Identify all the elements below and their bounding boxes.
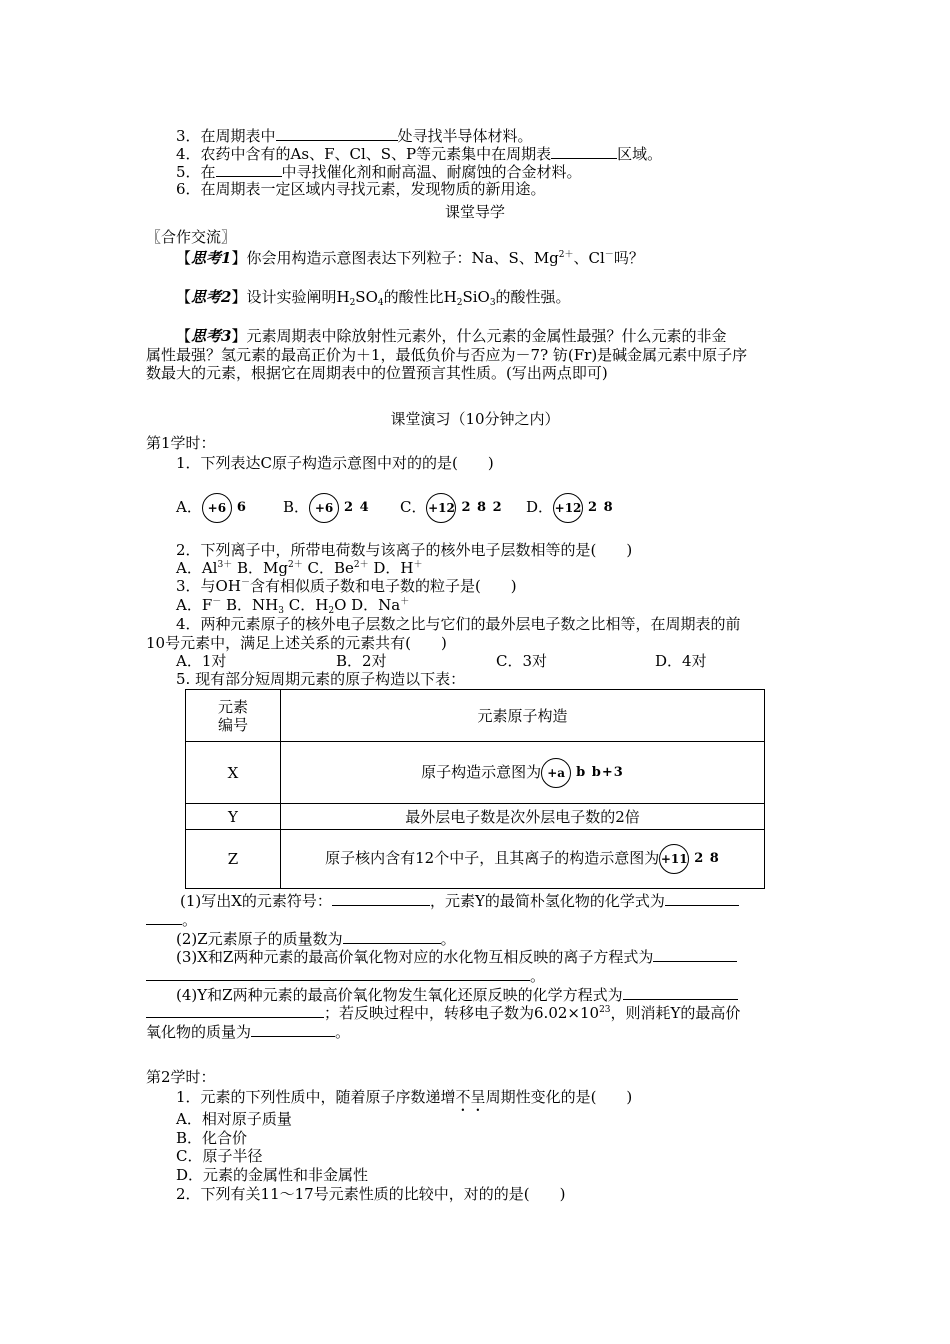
text: 吗？ — [613, 249, 644, 267]
sup: － — [240, 578, 250, 588]
emphasis-text: 不呈 — [455, 1088, 486, 1106]
sup: 2＋ — [287, 560, 303, 570]
table-cell — [281, 742, 765, 804]
sup: － — [604, 250, 614, 260]
option-label: C． — [400, 498, 427, 516]
option-d[interactable]: D．元素的金属性和非金属性 — [176, 1166, 369, 1184]
section-title-guide: 课堂导学 — [444, 203, 505, 221]
nucleus: +11 — [659, 844, 689, 874]
fill-blank[interactable] — [623, 985, 738, 1000]
subquestion-2 — [176, 929, 456, 948]
question-5: 5. 现有部分短周期元素的原子构造以下表： — [176, 670, 466, 688]
subquestion-3 — [176, 947, 737, 966]
sub: 2 — [349, 298, 356, 308]
text: (2)Z元素原子的质量数为 — [176, 930, 343, 948]
table-row — [186, 804, 765, 830]
line-3 — [176, 126, 533, 145]
think-1: 【思考1】你会用构造示意图表达下列粒子：Na、S、$Mg^{2+}$、Cl－吗？ — [176, 249, 644, 267]
option-d[interactable]: D．4对 — [655, 652, 707, 670]
think-label: 思考2 — [191, 288, 232, 306]
option-label: A． — [176, 498, 202, 516]
think-label: 思考3 — [191, 327, 232, 345]
table-row — [186, 742, 765, 804]
sub: 4 — [377, 298, 384, 308]
sup: 3＋ — [217, 560, 233, 570]
text: B．Mg — [232, 559, 288, 577]
text: 原子构造示意图为 — [421, 762, 542, 781]
text: 你会用构造示意图表达下列粒子：Na、S、Mg — [246, 249, 559, 267]
text: 5．在 — [176, 163, 216, 181]
sub: 3 — [278, 606, 284, 616]
shells: 6 — [236, 500, 247, 515]
subquestion-1 — [180, 891, 739, 910]
option-c[interactable]: C．原子半径 — [176, 1147, 263, 1165]
fill-blank[interactable] — [251, 1022, 335, 1037]
session-2-heading: 第2学时： — [146, 1068, 216, 1086]
atom-diagram — [202, 493, 247, 523]
text: (4)Y和Z两种元素的最高价氧化物发生氧化还原反映的化学方程式为 — [176, 986, 623, 1004]
text: 1．元素的下列性质中，随着原子序数递增 — [176, 1088, 456, 1106]
nucleus: +12 — [426, 493, 456, 523]
text: 3．在周期表中 — [176, 127, 276, 145]
question-2: 2．下列离子中，所带电荷数与该离子的核外电子层数相等的是( ) — [176, 541, 633, 559]
text: 。 — [530, 967, 546, 985]
fill-blank[interactable] — [216, 162, 282, 177]
sup: ＋ — [400, 597, 410, 607]
option-label: D． — [526, 498, 554, 516]
text: SO — [355, 288, 378, 306]
text: 中寻找催化剂和耐高温、耐腐蚀的合金材料。 — [281, 163, 582, 181]
fill-blank[interactable] — [276, 126, 398, 141]
line-4 — [176, 144, 662, 163]
shells: 2 8 — [694, 851, 720, 866]
shells: 2 8 2 — [461, 500, 503, 515]
nucleus: +6 — [309, 493, 339, 523]
sup: ＋ — [413, 560, 423, 570]
subquestion-4-cont — [146, 1003, 740, 1022]
fill-blank[interactable] — [332, 891, 430, 906]
text: ；若反映过程中，转移电子数为6.02×10 — [324, 1004, 600, 1022]
nucleus: +a — [541, 758, 571, 788]
table-cell: Y — [186, 804, 281, 830]
text: 处寻找半导体材料。 — [397, 127, 533, 145]
subquestion-3-cont — [146, 966, 545, 985]
sup: － — [212, 597, 222, 607]
option-a[interactable]: A．相对原子质量 — [176, 1110, 292, 1128]
subquestion-1-cont — [146, 910, 197, 929]
question-4-line1: 4．两种元素原子的核外电子层数之比与它们的最外层电子数之比相等，在周期表的前 — [176, 615, 741, 633]
sub: 2 — [456, 298, 463, 308]
think-2: 【思考2】设计实验阐明$H_2SO_4$的酸性比$H_2SiO_3$的酸性强。 — [176, 288, 571, 308]
shells: 2 8 — [588, 500, 614, 515]
option-b[interactable]: B．化合价 — [176, 1129, 248, 1147]
text: 、Cl — [573, 249, 605, 267]
atom-diagram — [426, 493, 502, 523]
think-3-line3: 数最大的元素，根据它在周期表中的位置预言其性质。(写出两点即可) — [146, 364, 608, 382]
text: 含有相似质子数和电子数的粒子是( ) — [249, 577, 517, 595]
text: ，元素Y的最简朴氢化物的化学式为 — [429, 892, 665, 910]
coop-heading: 〖合作交流〗 — [146, 228, 237, 246]
sup: 2＋ — [353, 560, 369, 570]
sup: 2＋ — [558, 250, 574, 260]
text: A．Al — [176, 559, 218, 577]
text: C．Be — [302, 559, 354, 577]
option-d[interactable] — [526, 493, 614, 525]
text: 周期性变化的是( ) — [485, 1088, 633, 1106]
text: 3．与OH — [176, 577, 241, 595]
text: B．NH — [221, 596, 279, 614]
think-label: 思考1 — [191, 249, 232, 267]
text: A．F — [176, 596, 213, 614]
option-c[interactable] — [400, 493, 503, 525]
question-3-options[interactable] — [176, 596, 409, 614]
fill-blank[interactable] — [146, 966, 530, 981]
option-label: B． — [283, 498, 310, 516]
question-4-line2: 10号元素中，满足上述关系的元素共有( ) — [146, 634, 447, 652]
text: 设计实验阐明H — [246, 288, 350, 306]
table-cell: 最外层电子数是次外层电子数的2倍 — [281, 804, 765, 830]
nucleus: +12 — [553, 493, 583, 523]
atom-diagram — [659, 844, 720, 874]
table-row — [186, 830, 765, 889]
session-1-heading: 第1学时： — [146, 434, 216, 452]
text: 。 — [182, 911, 198, 929]
text: SiO — [462, 288, 490, 306]
text: 氧化物的质量为 — [146, 1023, 252, 1041]
fill-blank[interactable] — [653, 947, 737, 962]
think-3-line1: 【思考3】元素周期表中除放射性元素外，什么元素的金属性最强？什么元素的非金 — [176, 327, 727, 345]
fill-blank[interactable] — [146, 1003, 324, 1018]
table-cell: X — [186, 742, 281, 804]
sub: 3 — [489, 298, 496, 308]
section-title-practice: 课堂演习（10分钟之内） — [390, 410, 560, 428]
think-3-line2: 属性最强？氢元素的最高正价为＋1，最低负价与否应为－7? 钫(Fr)是碱金属元素中原子序 — [146, 346, 748, 364]
text: 元素 — [217, 697, 248, 716]
fill-blank[interactable] — [665, 891, 739, 906]
text: 的酸性比H — [383, 288, 457, 306]
option-b[interactable] — [283, 493, 370, 525]
text: (1)写出X的元素符号： — [180, 892, 332, 910]
atom-diagram — [309, 493, 370, 523]
text: 4．农药中含有的As、F、Cl、S、P等元素集中在周期表 — [176, 145, 552, 163]
subquestion-4 — [176, 985, 738, 1004]
text: O D．Na — [334, 596, 401, 614]
text: 原子核内含有12个中子，且其离子的构造示意图为 — [325, 849, 660, 867]
shells: b b+3 — [576, 764, 624, 780]
text: 。 — [440, 930, 456, 948]
element-structure-table — [185, 689, 765, 889]
shells: 2 4 — [344, 500, 370, 515]
fill-blank[interactable] — [343, 929, 441, 944]
line-5 — [176, 162, 582, 181]
atom-diagram — [553, 493, 614, 523]
question-1: 1．下列表达C原子构造示意图中对的的是( ) — [176, 454, 494, 472]
text: 编号 — [217, 715, 248, 734]
text: 的酸性强。 — [495, 288, 571, 306]
text: 。 — [335, 1023, 351, 1041]
text: 元素周期表中除放射性元素外，什么元素的金属性最强？什么元素的非金 — [246, 327, 727, 345]
sub: 2 — [328, 606, 335, 616]
atom-diagram — [541, 758, 624, 788]
option-b[interactable]: B．2对 — [336, 652, 387, 670]
session-2-question-2: 2．下列有关11～17号元素性质的比较中，对的的是( ) — [176, 1185, 566, 1203]
text: D．H — [368, 559, 414, 577]
table-cell — [281, 830, 765, 889]
option-a[interactable]: A．1对 — [176, 652, 227, 670]
table-cell: Z — [186, 830, 281, 889]
sup: 23 — [599, 1005, 611, 1015]
fill-blank[interactable] — [551, 144, 617, 159]
fill-blank[interactable] — [146, 910, 182, 925]
table-header-cell: 元素原子构造 — [281, 690, 765, 742]
nucleus: +6 — [202, 493, 232, 523]
question-2-options[interactable] — [176, 559, 423, 577]
table-header-cell — [186, 690, 281, 742]
text: 区域。 — [617, 145, 663, 163]
line-6: 6．在周期表一定区域内寻找元素，发现物质的新用途。 — [176, 180, 546, 198]
text: (3)X和Z两种元素的最高价氧化物对应的水化物互相反映的离子方程式为 — [176, 948, 654, 966]
subquestion-4-end — [146, 1022, 350, 1041]
text: C．H — [284, 596, 329, 614]
question-3 — [176, 577, 517, 595]
table-header-row — [186, 690, 765, 742]
option-c[interactable]: C．3对 — [496, 652, 548, 670]
option-a[interactable] — [176, 493, 247, 525]
text: ，则消耗Y的最高价 — [610, 1004, 741, 1022]
